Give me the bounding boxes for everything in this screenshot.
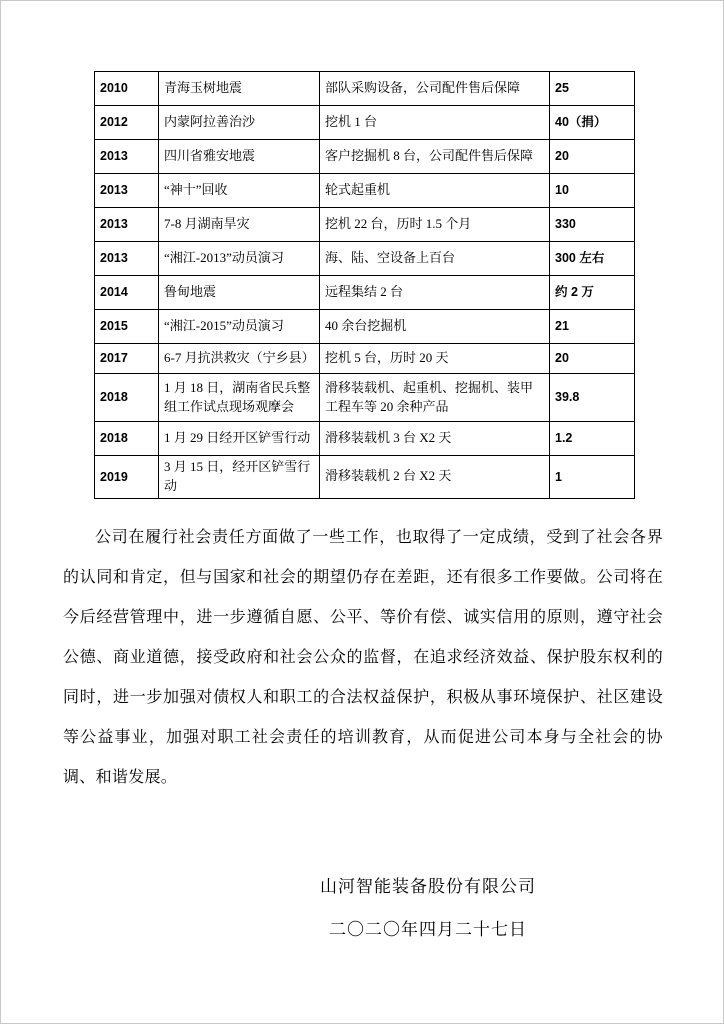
table-row [95,242,635,276]
cell-amount: 330 [550,208,635,242]
cell-equipment: 挖机 1 台 [320,106,550,140]
cell-event: “湘江-2013”动员演习 [159,242,320,276]
cell-year: 2013 [95,242,159,276]
cell-equipment: 客户挖掘机 8 台，公司配件售后保障 [320,140,550,174]
table-row [95,140,635,174]
cell-amount: 20 [550,344,635,374]
table-row [95,456,635,499]
cell-event: “湘江-2015”动员演习 [159,310,320,344]
table-row [95,106,635,140]
cell-event: 鲁甸地震 [159,276,320,310]
cell-equipment: 挖机 5 台，历时 20 天 [320,344,550,374]
cell-amount: 20 [550,140,635,174]
relief-contributions-table [94,71,635,499]
cell-event: 6-7 月抗洪救灾（宁乡县） [159,344,320,374]
cell-event: 1 月 29 日经开区铲雪行动 [159,422,320,456]
cell-year: 2014 [95,276,159,310]
cell-amount: 10 [550,174,635,208]
cell-equipment: 滑移装载机 2 台 X2 天 [320,456,550,499]
cell-equipment: 滑移装载机、起重机、挖掘机、装甲工程车等 20 余种产品 [320,374,550,422]
cell-equipment: 40 余台挖掘机 [320,310,550,344]
cell-year: 2019 [95,456,159,499]
cell-event: 内蒙阿拉善治沙 [159,106,320,140]
cell-event: 四川省雅安地震 [159,140,320,174]
cell-year: 2018 [95,374,159,422]
cell-equipment: 挖机 22 台，历时 1.5 个月 [320,208,550,242]
cell-amount: 40（捐） [550,106,635,140]
cell-amount: 21 [550,310,635,344]
cell-event: 3 月 15 日，经开区铲雪行动 [159,456,320,499]
cell-event: 青海玉树地震 [159,72,320,106]
cell-amount: 39.8 [550,374,635,422]
table-row [95,374,635,422]
table-row [95,208,635,242]
cell-year: 2010 [95,72,159,106]
table-row [95,174,635,208]
body-paragraph: 公司在履行社会责任方面做了一些工作，也取得了一定成绩，受到了社会各界的认同和肯定，但与国家和社会的期望仍存在差距，还有很多工作要做。公司将在今后经营管理中，进一步遵循自愿、公平、等价有偿、诚实信用的原则，遵守社会公德、商业道德，接受政府和社会公众的监督，在追求经济效益、保护股东权利的同时，进一步加强对债权人和职工的合法权益保护，积极从事环境保护、社区建设等公益事业，加强对职工社会责任的培训教育，从而促进公司本身与全社会的协调、和谐发展。 [63,529,663,786]
cell-year: 2012 [95,106,159,140]
table-row [95,422,635,456]
table-row [95,72,635,106]
cell-year: 2015 [95,310,159,344]
cell-amount: 1.2 [550,422,635,456]
cell-equipment: 远程集结 2 台 [320,276,550,310]
signature-block [1,865,724,951]
cell-amount: 1 [550,456,635,499]
signature-date: 二〇二〇年四月二十七日 [329,920,527,939]
table-row [95,344,635,374]
cell-event: “神十”回收 [159,174,320,208]
cell-year: 2013 [95,174,159,208]
cell-amount: 25 [550,72,635,106]
cell-equipment: 轮式起重机 [320,174,550,208]
table-row [95,310,635,344]
cell-year: 2013 [95,140,159,174]
cell-equipment: 海、陆、空设备上百台 [320,242,550,276]
cell-amount: 300 左右 [550,242,635,276]
signature-company: 山河智能装备股份有限公司 [320,877,536,896]
cell-equipment: 滑移装载机 3 台 X2 天 [320,422,550,456]
table-row [95,276,635,310]
cell-year: 2018 [95,422,159,456]
cell-amount: 约 2 万 [550,276,635,310]
cell-year: 2013 [95,208,159,242]
cell-event: 7-8 月湖南旱灾 [159,208,320,242]
cell-event: 1 月 18 日，湖南省民兵整组工作试点现场观摩会 [159,374,320,422]
cell-equipment: 部队采购设备，公司配件售后保障 [320,72,550,106]
cell-year: 2017 [95,344,159,374]
